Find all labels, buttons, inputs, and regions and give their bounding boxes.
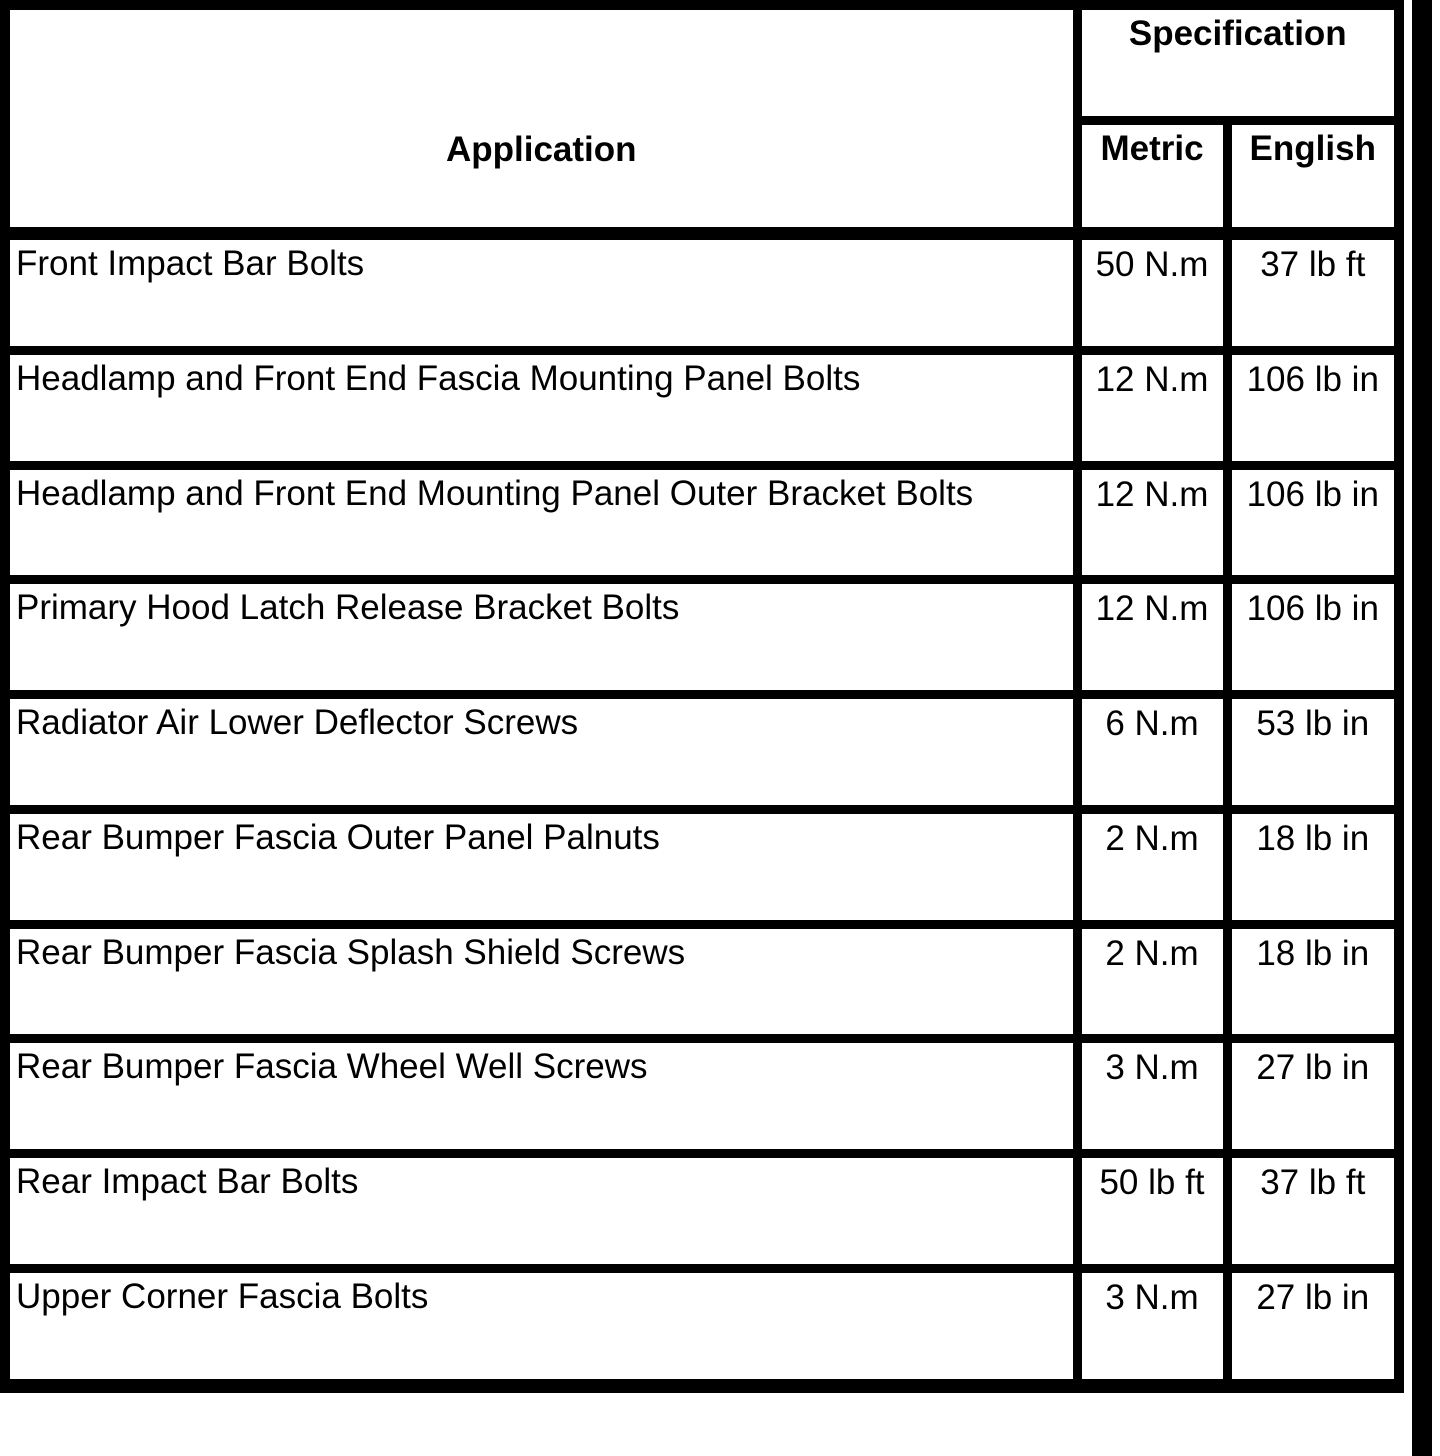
metric-value-cell [1077,234,1227,351]
application-text: Rear Bumper Fascia Outer Panel Palnuts [16,817,660,857]
metric-header-cell [1077,121,1227,234]
metric-value: 3 N.m [1105,1048,1199,1088]
application-cell [5,1039,1077,1154]
application-text: Primary Hood Latch Release Bracket Bolts [16,588,680,628]
english-value: 27 lb in [1256,1277,1370,1317]
application-text: Front Impact Bar Bolts [16,244,365,283]
english-value-cell [1227,809,1399,924]
metric-header-label: Metric [1100,129,1204,168]
metric-value-cell [1077,465,1227,580]
english-value-cell [1227,695,1399,810]
metric-value: 6 N.m [1105,704,1199,744]
metric-value-cell [1077,580,1227,695]
metric-value: 50 N.m [1095,245,1209,285]
application-cell [5,924,1077,1039]
metric-value-cell [1077,924,1227,1039]
table-row [5,465,1399,580]
english-value: 53 lb in [1256,704,1370,744]
metric-value-cell [1077,809,1227,924]
english-value-cell [1227,924,1399,1039]
application-text: Rear Impact Bar Bolts [16,1162,359,1201]
english-header-cell [1227,121,1399,234]
metric-value-cell [1077,1039,1227,1154]
application-text: Upper Corner Fascia Bolts [16,1276,429,1316]
metric-value: 2 N.m [1105,818,1199,858]
english-value: 37 lb ft [1260,1163,1366,1203]
application-text: Rear Bumper Fascia Splash Shield Screws [16,932,686,972]
application-text: Rear Bumper Fascia Wheel Well Screws [16,1047,648,1087]
application-cell [5,695,1077,810]
table-row [5,350,1399,465]
application-cell [5,809,1077,924]
application-cell [5,580,1077,695]
metric-value-cell [1077,1154,1227,1269]
metric-value-cell [1077,1268,1227,1385]
application-header-cell [5,5,1077,234]
table-row [5,809,1399,924]
application-cell [5,1268,1077,1385]
english-value: 18 lb in [1256,933,1370,973]
specification-header-label: Specification [1128,14,1347,53]
table-row [5,1268,1399,1385]
table-row [5,1039,1399,1154]
english-header-label: English [1249,129,1376,168]
metric-value: 50 lb ft [1099,1163,1205,1203]
metric-value: 12 N.m [1095,474,1209,514]
english-value: 37 lb ft [1260,245,1366,285]
specification-header-cell [1077,5,1399,121]
table-header [5,5,1399,234]
table-row [5,1154,1399,1269]
metric-value: 12 N.m [1095,589,1209,629]
english-value-cell [1227,1039,1399,1154]
metric-value: 3 N.m [1105,1277,1199,1317]
application-cell [5,350,1077,465]
english-value: 27 lb in [1256,1048,1370,1088]
table-row [5,580,1399,695]
english-value-cell [1227,1268,1399,1385]
english-value: 18 lb in [1256,818,1370,858]
application-cell [5,1154,1077,1269]
english-value-cell [1227,350,1399,465]
application-text: Radiator Air Lower Deflector Screws [16,703,579,742]
scan-edge-bar [1412,0,1432,1456]
metric-value-cell [1077,695,1227,810]
metric-value: 2 N.m [1105,933,1199,973]
english-value-cell [1227,234,1399,351]
table-row [5,695,1399,810]
english-value: 106 lb in [1246,474,1379,514]
application-text: Headlamp and Front End Mounting Panel Outer Bracket Bolts [16,473,974,513]
table-row [5,924,1399,1039]
english-value-cell [1227,580,1399,695]
table-row [5,234,1399,351]
metric-value: 12 N.m [1095,359,1209,399]
application-text: Headlamp and Front End Fascia Mounting Panel Bolts [16,358,861,398]
application-header-label: Application [445,130,637,169]
application-cell [5,234,1077,351]
english-value: 106 lb in [1246,589,1379,629]
english-value-cell [1227,1154,1399,1269]
english-value: 106 lb in [1246,359,1379,399]
english-value-cell [1227,465,1399,580]
metric-value-cell [1077,350,1227,465]
application-cell [5,465,1077,580]
spec-table-body [5,234,1399,1386]
